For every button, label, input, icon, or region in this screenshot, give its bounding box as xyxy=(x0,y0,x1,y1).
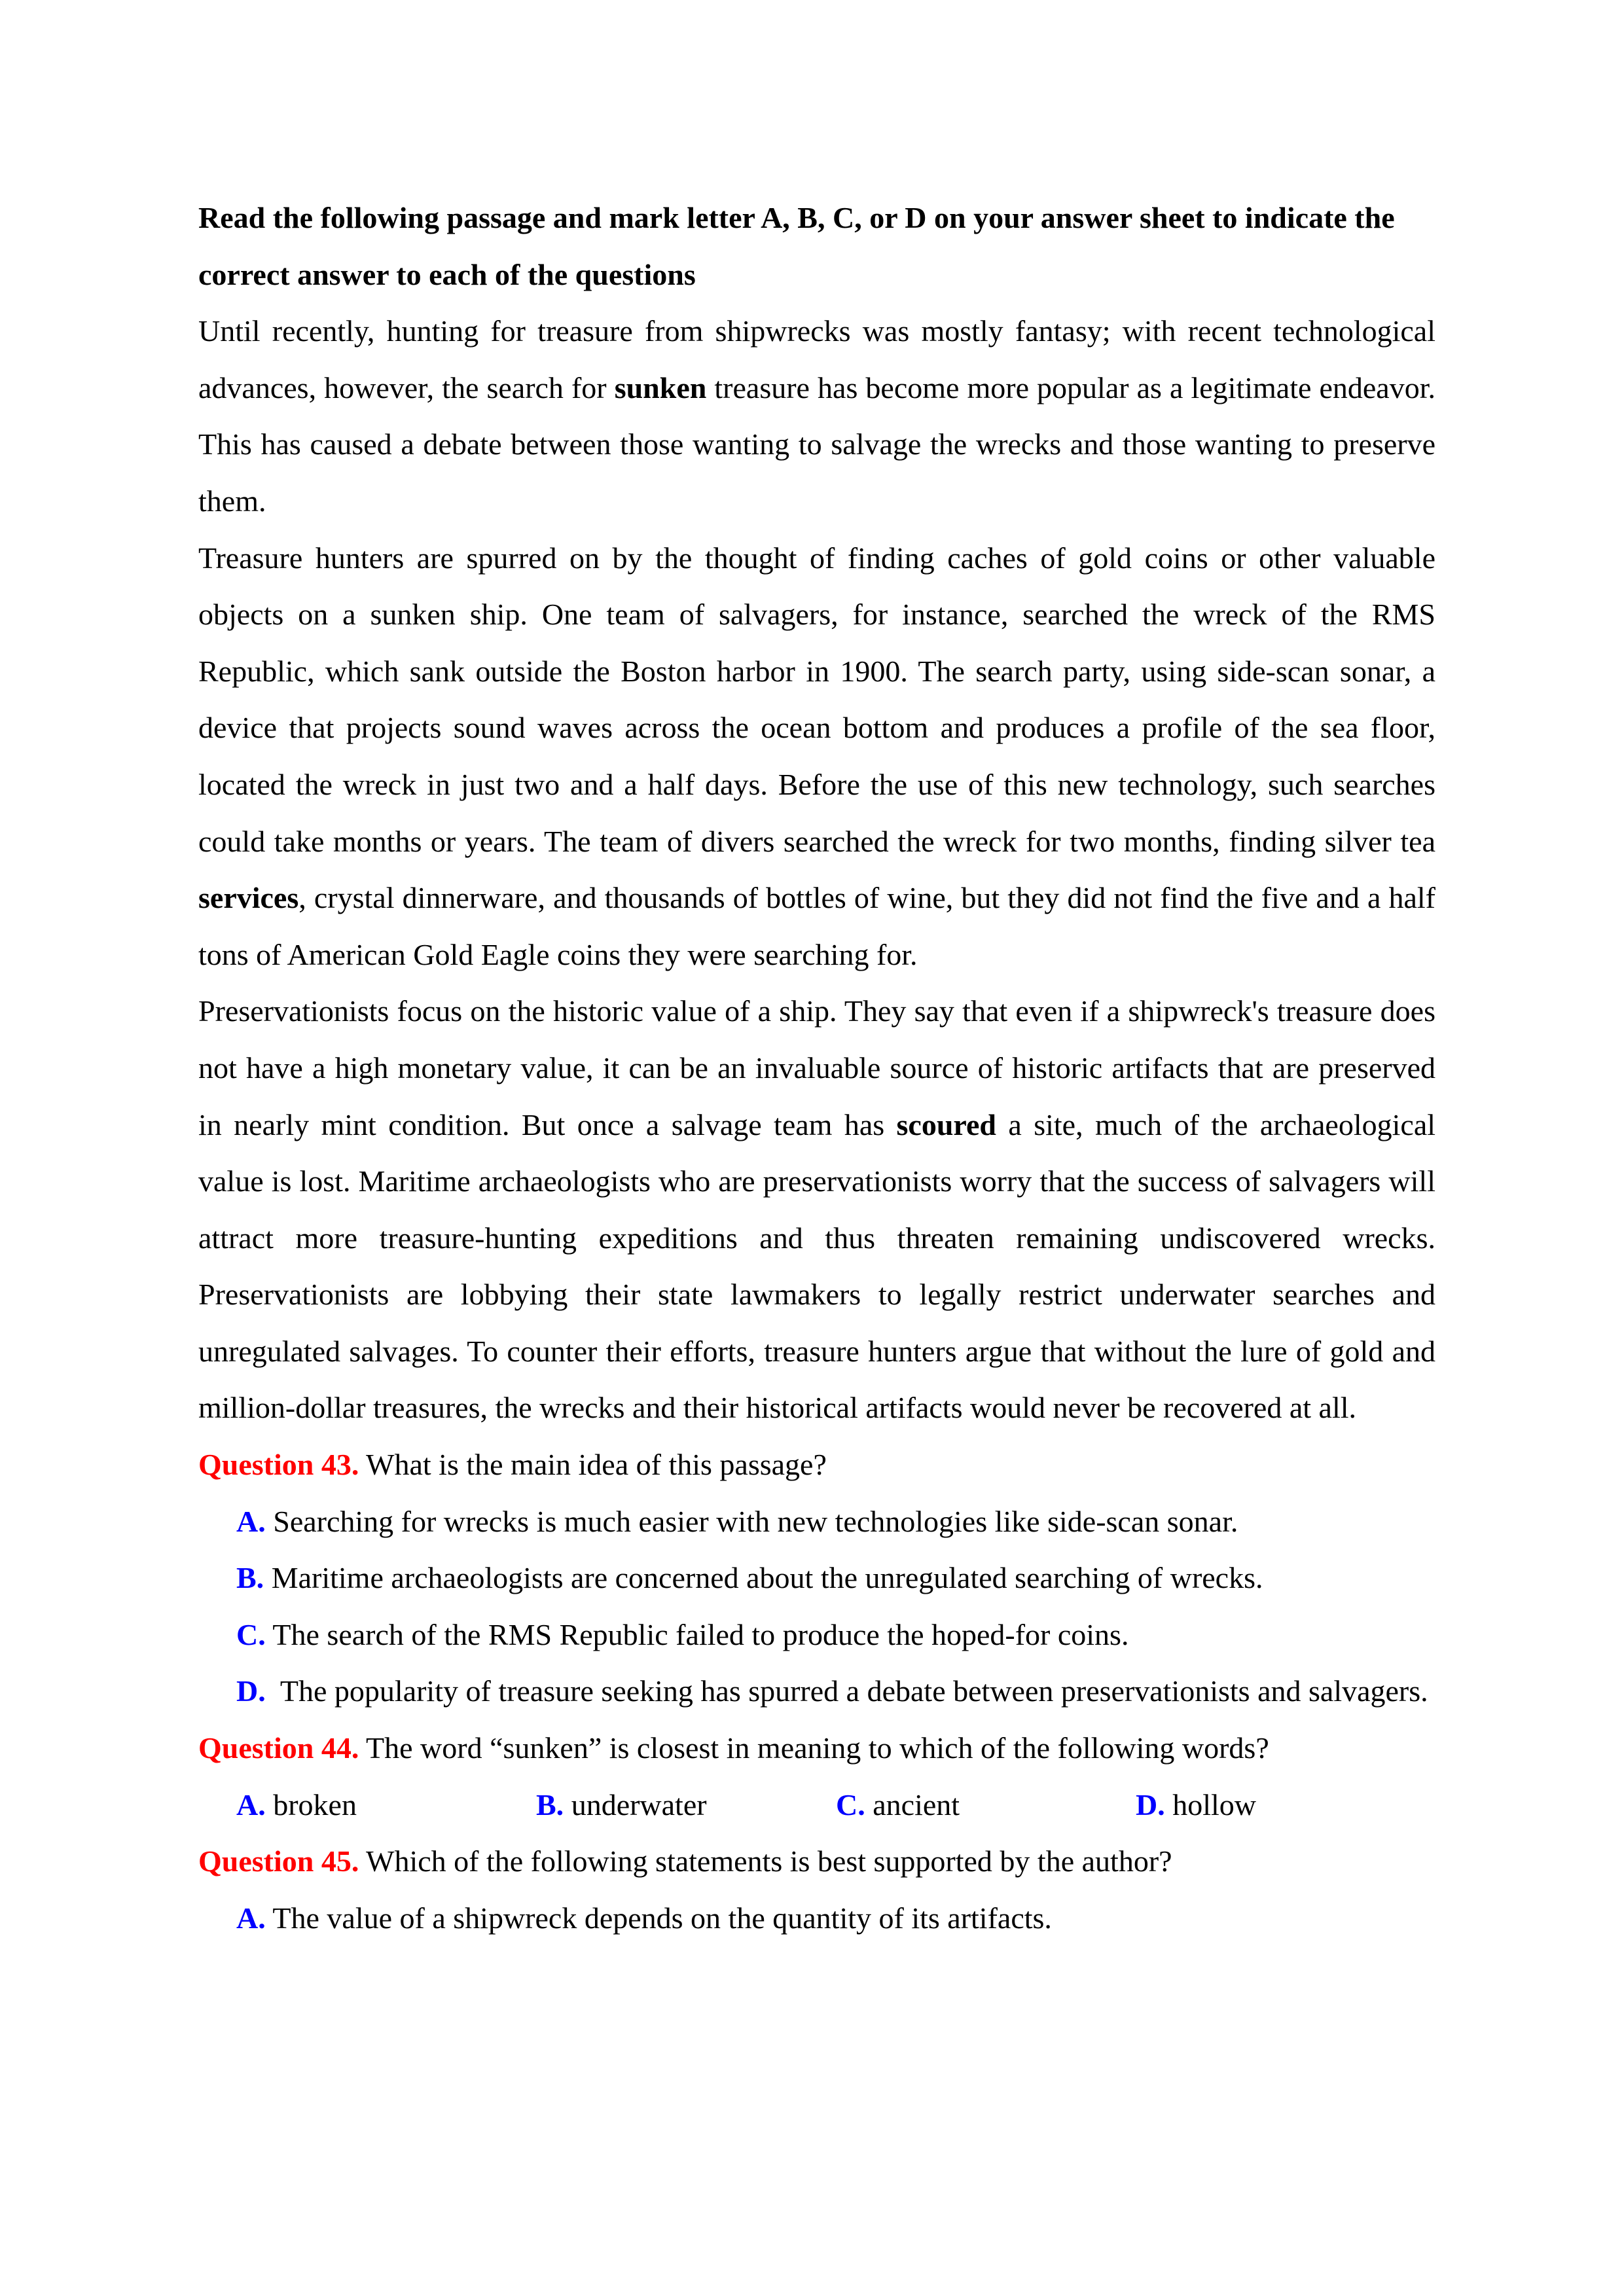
option-letter: D. xyxy=(236,1674,266,1708)
paragraph-text: a site, much of the archaeological value is lost. Maritime archaeologists who are preservationists worry that the success of salvagers will attract more treasure-hunting expeditions and thus threaten remaining undiscovered wrecks. Preservationists are lobbying their state lawmakers to legally restrict underwater searches and unregulated salvages. To counter their efforts, treasure hunters argue that without the lure of gold and million-dollar treasures, the wrecks and their historical artifacts would never be recovered at all. xyxy=(198,1107,1436,1425)
option-text: ancient xyxy=(865,1787,960,1821)
paragraph-text: treasure has become more popular as a legitimate endeavor. This has caused a debate between those wanting to salvage the wrecks and those wanting to preserve them. xyxy=(198,370,1435,518)
option-text: underwater xyxy=(564,1787,707,1821)
question-45 xyxy=(198,1833,1435,1946)
option-letter: A. xyxy=(236,1504,266,1538)
option-text: broken xyxy=(265,1787,357,1821)
option-c[interactable] xyxy=(198,1607,1435,1664)
option-a[interactable] xyxy=(198,1890,1435,1947)
question-44 xyxy=(198,1720,1435,1833)
question-text: Which of the following statements is best supported by the author? xyxy=(359,1844,1172,1878)
option-letter: C. xyxy=(836,1787,865,1821)
question-stem xyxy=(198,1720,1435,1777)
option-a[interactable] xyxy=(236,1777,536,1834)
question-text: The word “sunken” is closest in meaning to which of the following words? xyxy=(359,1731,1269,1765)
passage-paragraph-3 xyxy=(198,983,1435,1437)
option-letter: A. xyxy=(236,1787,266,1821)
paragraph-text: Until recently, hunting for treasure from shipwrecks was mostly fantasy; with recent technological advances, however, the search for xyxy=(198,314,1435,404)
question-text: What is the main idea of this passage? xyxy=(359,1448,827,1482)
option-text: The search of the RMS Republic failed to produce the hoped-for coins. xyxy=(265,1617,1129,1651)
question-label: Question 44. xyxy=(198,1731,359,1765)
question-label: Question 43. xyxy=(198,1448,359,1482)
passage-paragraph-2 xyxy=(198,530,1435,984)
option-text: The popularity of treasure seeking has spurred a debate between preservationists and salvagers. xyxy=(265,1674,1428,1708)
question-stem xyxy=(198,1437,1435,1494)
option-letter: B. xyxy=(236,1561,264,1595)
paragraph-text: Treasure hunters are spurred on by the thought of finding caches of gold coins or other valuable objects on a sunken ship. One team of salvagers, for instance, searched the wreck of the RMS Republic, which sank outside the Boston harbor in 1900. The search party, using side-scan sonar, a device that projects sound waves across the ocean bottom and produces a profile of the sea floor, located the wreck in just two and a half days. Before the use of this new technology, such searches could take months or years. The team of divers searched the wreck for two months, finding silver tea xyxy=(198,541,1435,858)
option-d[interactable] xyxy=(198,1663,1435,1720)
option-b[interactable] xyxy=(198,1550,1435,1607)
highlighted-word-sunken: sunken xyxy=(614,370,707,404)
option-letter: D. xyxy=(1136,1787,1165,1821)
paragraph-text: Preservationists focus on the historic value of a ship. They say that even if a shipwreck's treasure does not have a high monetary value, it can be an invaluable source of historic artifacts that are preserved in nearly mint condition. But once a salvage team has xyxy=(198,994,1435,1141)
highlighted-word-services: services xyxy=(198,881,299,915)
option-a[interactable] xyxy=(198,1494,1435,1551)
question-43 xyxy=(198,1437,1435,1720)
highlighted-word-scoured: scoured xyxy=(896,1107,997,1141)
option-letter: A. xyxy=(236,1901,266,1935)
option-b[interactable] xyxy=(536,1777,836,1834)
instruction-heading: Read the following passage and mark letter A, B, C, or D on your answer sheet to indicate the correct answer to each of the questions xyxy=(198,201,1395,291)
paragraph-text: , crystal dinnerware, and thousands of bottles of wine, but they did not find the five and a half tons of American Gold Eagle coins they were searching for. xyxy=(198,881,1435,971)
option-text: Searching for wrecks is much easier with new technologies like side-scan sonar. xyxy=(265,1504,1238,1538)
option-d[interactable] xyxy=(1136,1777,1435,1834)
question-stem xyxy=(198,1833,1435,1890)
option-letter: C. xyxy=(236,1617,266,1651)
options-row xyxy=(198,1777,1435,1834)
option-text: Maritime archaeologists are concerned about the unregulated searching of wrecks. xyxy=(264,1561,1263,1595)
passage-paragraph-1 xyxy=(198,303,1435,529)
option-text: hollow xyxy=(1164,1787,1257,1821)
question-label: Question 45. xyxy=(198,1844,359,1878)
option-letter: B. xyxy=(536,1787,564,1821)
option-c[interactable] xyxy=(836,1777,1136,1834)
document-page xyxy=(198,190,1435,1946)
option-text: The value of a shipwreck depends on the quantity of its artifacts. xyxy=(265,1901,1052,1935)
